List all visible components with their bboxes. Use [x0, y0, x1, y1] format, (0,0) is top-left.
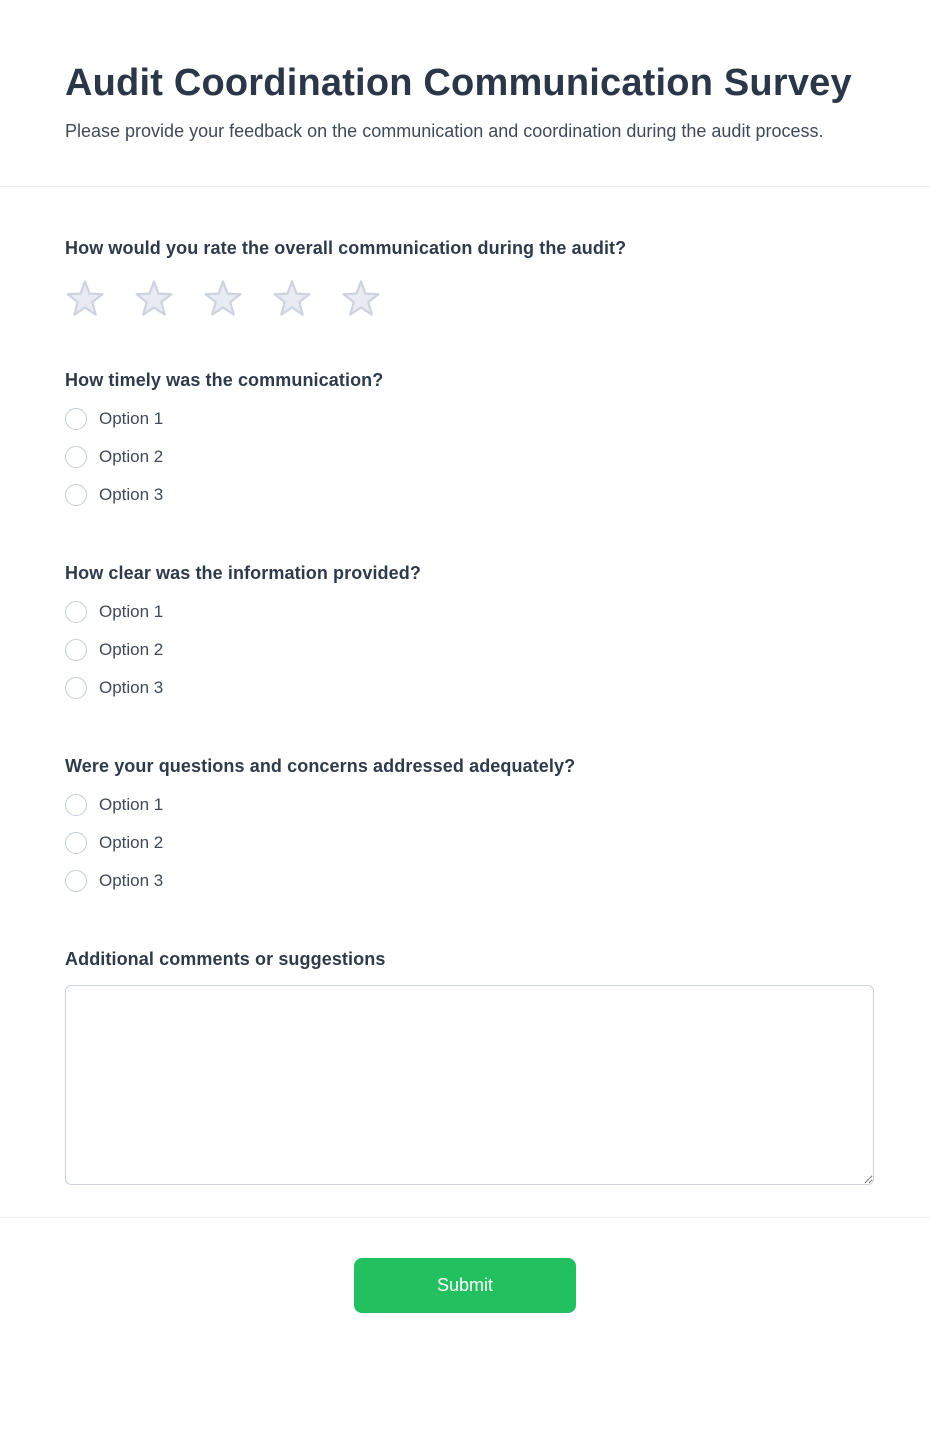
star-icon[interactable]	[134, 279, 174, 319]
star-icon[interactable]	[272, 279, 312, 319]
option-row	[65, 794, 874, 816]
radio-options	[65, 601, 874, 699]
survey-body	[0, 187, 930, 1217]
survey-footer	[0, 1218, 930, 1365]
radio-options	[65, 794, 874, 892]
radio-button[interactable]	[65, 677, 87, 699]
option-label[interactable]: Option 1	[99, 602, 164, 621]
submit-button[interactable]: Submit	[354, 1258, 576, 1313]
radio-button[interactable]	[65, 794, 87, 816]
option-row	[65, 601, 874, 623]
question-clarity	[65, 560, 874, 699]
option-label[interactable]: Option 2	[99, 640, 164, 659]
star-icon[interactable]	[65, 279, 105, 319]
radio-button[interactable]	[65, 484, 87, 506]
question-concerns-addressed	[65, 753, 874, 892]
option-label[interactable]: Option 3	[99, 485, 164, 504]
question-label: How clear was the information provided?	[65, 563, 421, 583]
option-label[interactable]: Option 3	[99, 678, 164, 697]
option-label[interactable]: Option 3	[99, 871, 164, 890]
star-rating-row	[65, 279, 874, 319]
question-label: How would you rate the overall communication during the audit?	[65, 238, 627, 258]
comments-section	[65, 946, 874, 1185]
radio-button[interactable]	[65, 601, 87, 623]
option-row	[65, 408, 874, 430]
page-title: Audit Coordination Communication Survey	[65, 62, 852, 104]
question-label: Were your questions and concerns addressed adequately?	[65, 756, 576, 776]
radio-button[interactable]	[65, 832, 87, 854]
radio-button[interactable]	[65, 446, 87, 468]
option-row	[65, 677, 874, 699]
star-icon[interactable]	[341, 279, 381, 319]
radio-button[interactable]	[65, 870, 87, 892]
question-star-rating	[65, 235, 874, 319]
option-row	[65, 639, 874, 661]
option-row	[65, 870, 874, 892]
option-row	[65, 832, 874, 854]
option-label[interactable]: Option 1	[99, 409, 164, 428]
radio-button[interactable]	[65, 408, 87, 430]
radio-button[interactable]	[65, 639, 87, 661]
option-label[interactable]: Option 2	[99, 447, 164, 466]
radio-options	[65, 408, 874, 506]
star-icon[interactable]	[203, 279, 243, 319]
option-label[interactable]: Option 1	[99, 795, 164, 814]
page-subtitle: Please provide your feedback on the communication and coordination during the audit process.	[65, 121, 824, 141]
comments-textarea[interactable]	[65, 985, 874, 1185]
survey-header	[0, 0, 930, 186]
question-label: How timely was the communication?	[65, 370, 384, 390]
option-label[interactable]: Option 2	[99, 833, 164, 852]
option-row	[65, 446, 874, 468]
option-row	[65, 484, 874, 506]
question-timeliness	[65, 367, 874, 506]
comments-label: Additional comments or suggestions	[65, 949, 386, 969]
